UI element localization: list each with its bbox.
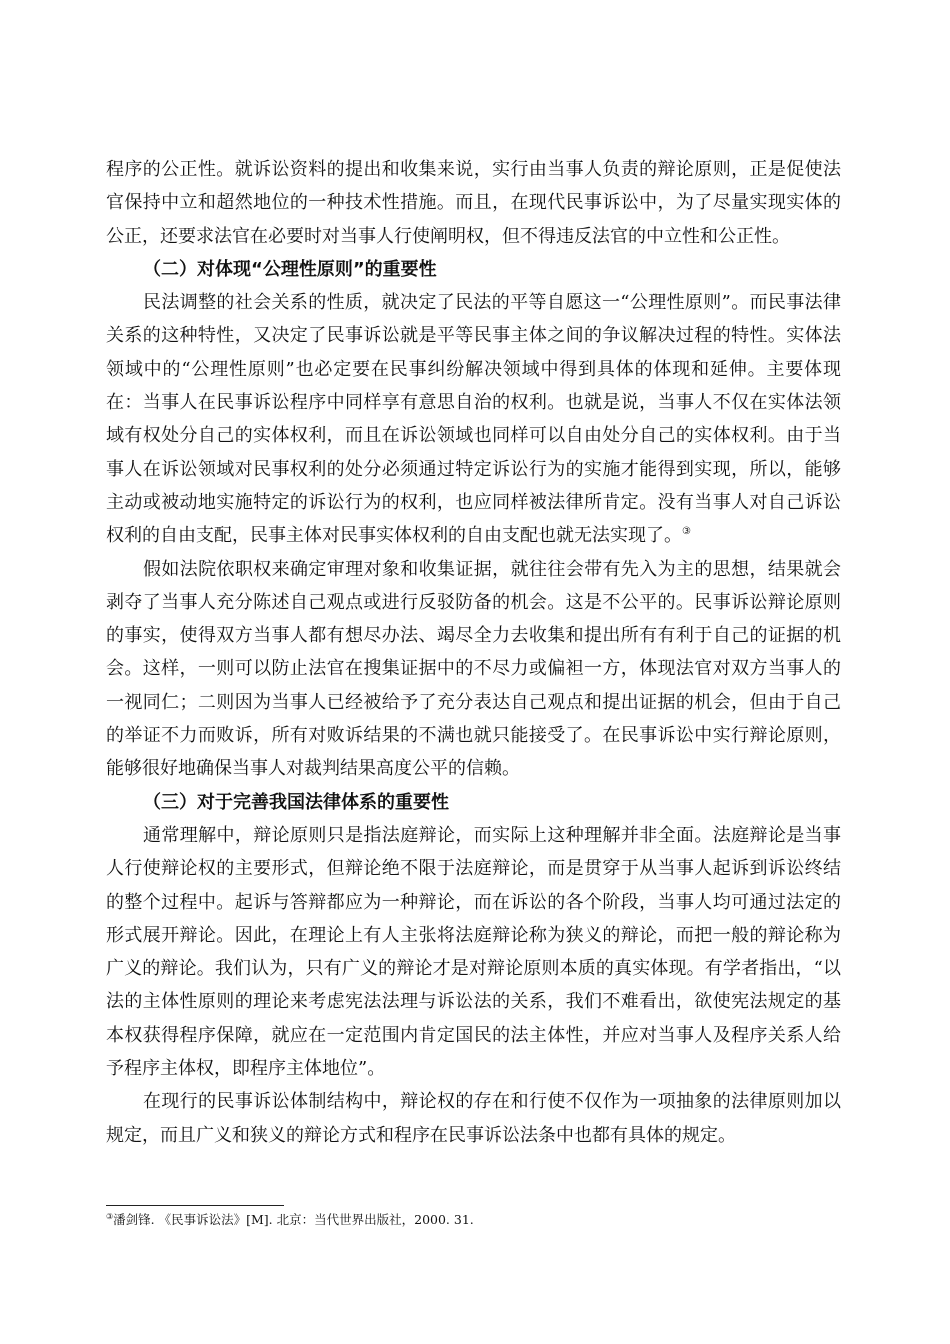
footnote <box>106 1210 841 1230</box>
paragraph-text: 民法调整的社会关系的性质，就决定了民法的平等自愿这一“公理性原则”。而民事法律关系的这种特性，又决定了民事诉讼就是平等民事主体之间的争议解决过程的特性。实体法领域中的“公理性原则”也必定要在民事纠纷解决领域中得到具体的体现和延伸。主要体现在：当事人在民事诉讼程序中同样享有意思自治的权利。也就是说，当事人不仅在实体法领域有权处分自己的实体权利，而且在诉讼领域也同样可以自由处分自己的实体权利。由于当事人在诉讼领域对民事权利的处分必须通过特定诉讼行为的实施才能得到实现，所以，能够主动或被动地实施特定的诉讼行为的权利，也应同样被法律所肯定。没有当事人对自己诉讼权利的自由支配，民事主体对民事实体权利的自由支配也就无法实现了。 <box>106 292 841 547</box>
paragraph-axiomatic-principle <box>106 286 841 552</box>
paragraph-debate-scope: 通常理解中，辩论原则只是指法庭辩论，而实际上这种理解并非全面。法庭辩论是当事人行使辩论权的主要形式，但辩论绝不限于法庭辩论，而是贯穿于从当事人起诉到诉讼终结的整个过程中。起诉与答辩都应为一种辩论，而在诉讼的各个阶段，当事人均可通过法定的形式展开辩论。因此，在理论上有人主张将法庭辩论称为狭义的辩论，而把一般的辩论称为广义的辩论。我们认为，只有广义的辩论才是对辩论原则本质的真实体现。有学者指出，“以法的主体性原则的理论来考虑宪法法理与诉讼法的关系，我们不难看出，欲使宪法规定的基本权获得程序保障，就应在一定范围内肯定国民的法主体性，并应对当事人及程序关系人给予程序主体权，即程序主体地位”。 <box>106 824 841 1080</box>
footnote-reference[interactable]: ③ <box>682 526 691 538</box>
section-heading-3: （三）对于完善我国法律体系的重要性 <box>143 791 449 813</box>
paragraph-continuation: 程序的公正性。就诉讼资料的提出和收集来说，实行由当事人负责的辩论原则，正是促使法官保持中立和超然地位的一种技术性措施。而且，在现代民事诉讼中，为了尽量实现实体的公正，还要求法官在必要时对当事人行使阐明权，但不得违反法官的中立性和公正性。 <box>106 159 841 247</box>
footnote-divider <box>106 1205 284 1206</box>
paragraph-current-system: 在现行的民事诉讼体制结构中，辩论权的存在和行使不仅作为一项抽象的法律原则加以规定，而且广义和狭义的辩论方式和程序在民事诉讼法条中也都有具体的规定。 <box>106 1091 841 1146</box>
document-body <box>106 153 841 1152</box>
section-heading-2: （二）对体现“公理性原则”的重要性 <box>143 258 437 280</box>
footnote-text: 潘剑锋. 《民事诉讼法》[M]. 北京：当代世界出版社，2000. 31. <box>113 1212 474 1227</box>
footnote-mark: ③ <box>106 1211 114 1221</box>
paragraph-court-evidence: 假如法院依职权来确定审理对象和收集证据，就往往会带有先入为主的思想，结果就会剥夺了当事人充分陈述自己观点或进行反驳防备的机会。这是不公平的。民事诉讼辩论原则的事实，使得双方当事人都有想尽办法、竭尽全力去收集和提出所有有利于自己的证据的机会。这样，一则可以防止法官在搜集证据中的不尽力或偏袒一方，体现法官对双方当事人的一视同仁；二则因为当事人已经被给予了充分表达自己观点和提出证据的机会，但由于自己的举证不力而败诉，所有对败诉结果的不满也就只能接受了。在民事诉讼中实行辩论原则，能够很好地确保当事人对裁判结果高度公平的信赖。 <box>106 558 841 780</box>
